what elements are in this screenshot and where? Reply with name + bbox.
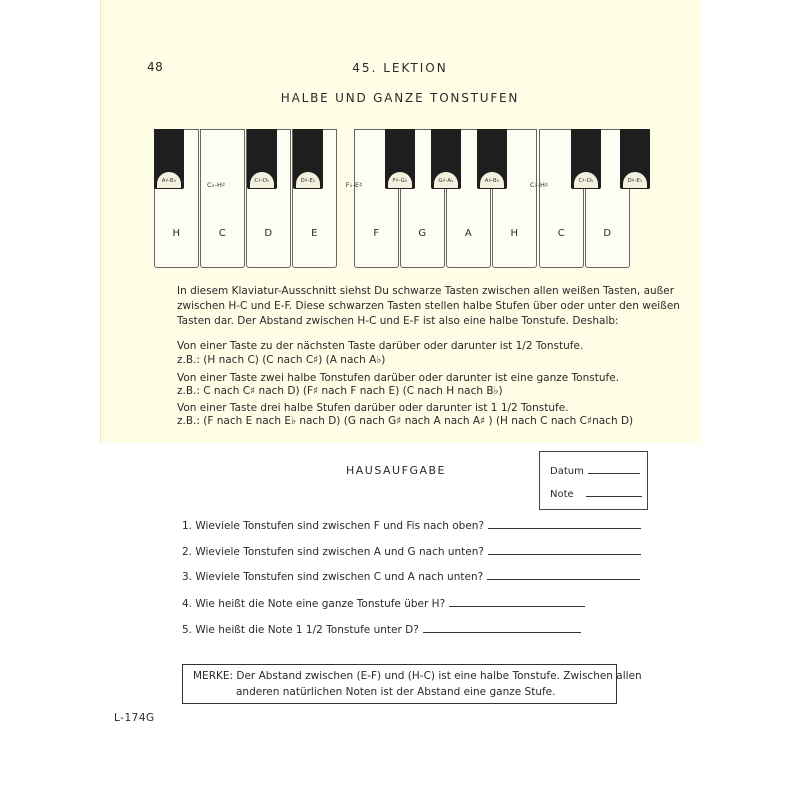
lesson-title: 45. LEKTION [352,61,448,75]
page-subtitle: HALBE UND GANZE TONSTUFEN [280,91,520,105]
white-key-label: F [373,228,380,239]
datum-label: Datum [550,466,584,477]
answer-line[interactable] [487,570,640,580]
black-key-label: G♯-A♭ [434,172,458,188]
intro-line: zwischen H-C und E-F. Diese schwarzen Tasten stellen halbe Stufen über oder unter den weißen [177,300,680,312]
white-key [200,129,245,268]
black-key-label: F♯-G♭ [388,172,412,188]
answer-line[interactable] [423,623,581,633]
white-key-label: E [311,228,318,239]
question-text: 3. Wieviele Tonstufen sind zwischen C und A nach unten? [182,571,484,583]
question-text: 2. Wieviele Tonstufen sind zwischen A und G nach unten? [182,546,484,558]
answer-line[interactable] [488,519,641,529]
question-text: 1. Wieviele Tonstufen sind zwischen F und Fis nach oben? [182,520,485,532]
black-key [431,129,461,189]
black-key [247,129,277,189]
white-key-label: A [464,228,473,239]
black-key-label: C♯-D♭ [250,172,274,188]
rule-text: Von einer Taste zwei halbe Tonstufen darüber oder darunter ist eine ganze Tonstufe. [177,372,619,384]
black-key-label: C♯-D♭ [574,172,598,188]
question-text: 5. Wie heißt die Note 1 1/2 Tonstufe unter D? [182,624,419,636]
black-key-label: A♯-B♭ [480,172,504,188]
gap-label: C♭-H♯ [207,181,225,189]
grade-box [539,451,648,510]
white-key-label: C [218,228,227,239]
black-key [571,129,601,189]
white-key-label: D [603,228,612,239]
white-key-label: G [418,228,427,239]
black-key-label: D♯-E♭ [296,172,320,188]
merke-line: anderen natürlichen Noten ist der Abstand eine ganze Stufe. [236,686,556,698]
note-label: Note [550,489,574,500]
question [182,545,641,558]
intro-line: In diesem Klaviatur-Ausschnitt siehst Du schwarze Tasten zwischen allen weißen Tasten, außer [177,285,675,297]
black-key [477,129,507,189]
black-key [385,129,415,189]
question [182,519,641,532]
white-key-label: C [557,228,566,239]
intro-line: Tasten dar. Der Abstand zwischen H-C und E-F ist also eine halbe Tonstufe. Deshalb: [177,315,619,327]
question [182,570,640,583]
gap-label: C♭-H♯ [530,181,548,189]
black-key [620,129,650,189]
page-number: 48 [147,60,164,74]
datum-field[interactable] [588,473,640,474]
question [182,623,581,636]
black-key [154,129,184,189]
black-key-label: D♯-E♭ [623,172,647,188]
white-key-label: D [264,228,273,239]
merke-line: MERKE: Der Abstand zwischen (E-F) und (H-C) ist eine halbe Tonstufe. Zwischen allen [193,670,642,682]
piano-keyboard [154,129,650,268]
homework-title: HAUSAUFGABE [346,464,446,477]
white-key-label: H [172,228,181,239]
black-key [293,129,323,189]
rule-text: Von einer Taste zu der nächsten Taste darüber oder darunter ist 1/2 Tonstufe. [177,340,584,352]
question-text: 4. Wie heißt die Note eine ganze Tonstufe über H? [182,598,446,610]
merke-box [182,664,642,704]
rule-text: Von einer Taste drei halbe Stufen darüber oder darunter ist 1 1/2 Tonstufe. [177,402,569,414]
gap-label: F♭-E♯ [345,181,363,189]
footer-code: L-174G [114,712,155,724]
rule-example: z.B.: C nach C♯ nach D) (F♯ nach F nach E) (C nach H nach B♭) [177,385,503,397]
note-field[interactable] [586,496,642,497]
rule-example: z.B.: (H nach C) (C nach C♯) (A nach A♭) [177,354,386,366]
question [182,597,585,610]
white-key-label: H [510,228,519,239]
answer-line[interactable] [488,545,641,555]
datum-row [550,466,640,477]
rule-example: z.B.: (F nach E nach E♭ nach D) (G nach G♯ nach A nach A♯ ) (H nach C nach C♯nach D) [177,415,634,427]
note-row [550,489,642,500]
black-key-label: A♯-B♭ [157,172,181,188]
answer-line[interactable] [449,597,585,607]
